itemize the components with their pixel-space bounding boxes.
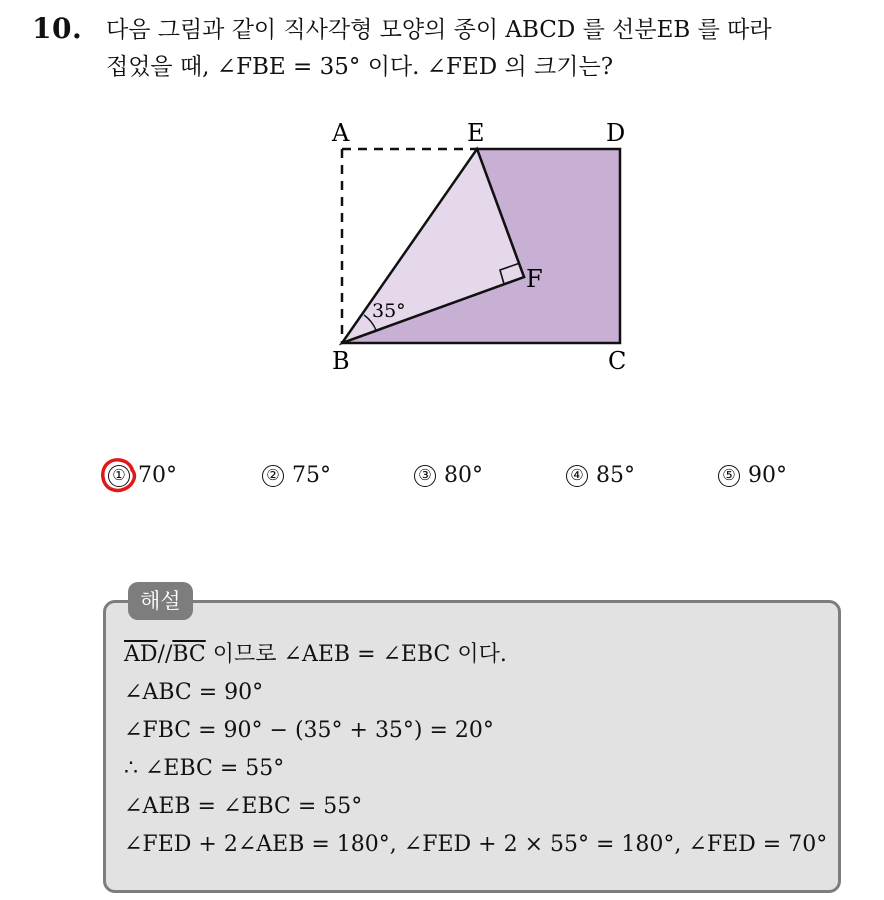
solution-line-1 xyxy=(124,636,827,674)
label-a: A xyxy=(332,119,350,147)
label-c: C xyxy=(608,347,627,375)
question-line-1: 다음 그림과 같이 직사각형 모양의 종이 ABCD 를 선분EB 를 따라 xyxy=(106,17,772,43)
label-d: D xyxy=(606,119,626,147)
choice-text: 90° xyxy=(748,463,787,488)
choice-text: 75° xyxy=(292,463,331,488)
choice-text: 85° xyxy=(596,463,635,488)
solution-line-5: ∠AEB = ∠EBC = 55° xyxy=(124,794,363,819)
choice-number: ① xyxy=(108,465,130,487)
choice-text: 70° xyxy=(138,463,177,488)
answer-choices xyxy=(108,463,828,503)
angle-label: 35° xyxy=(372,300,406,322)
question-number: 10. xyxy=(32,12,83,45)
segment-bc: $\overline{BC}$ xyxy=(172,642,206,667)
selected-answer-mark-icon xyxy=(98,453,142,497)
choice-number: ⑤ xyxy=(718,465,740,487)
label-b: B xyxy=(332,347,350,375)
label-f: F xyxy=(526,265,543,293)
choice-text: 80° xyxy=(444,463,483,488)
parallel-sign: // xyxy=(157,642,173,667)
choice-2[interactable] xyxy=(262,463,331,488)
solution-line-2: ∠ABC = 90° xyxy=(124,680,264,705)
choice-number: ③ xyxy=(414,465,436,487)
solution-line-6: ∠FED + 2∠AEB = 180°, ∠FED + 2 × 55° = 180°, ∠FED = 70° xyxy=(124,832,828,857)
question-text xyxy=(106,12,866,86)
choice-4[interactable] xyxy=(566,463,635,488)
choice-number: ② xyxy=(262,465,284,487)
choice-5[interactable] xyxy=(718,463,787,488)
solution-title: 해설 xyxy=(128,582,193,620)
choice-3[interactable] xyxy=(414,463,483,488)
choice-number: ④ xyxy=(566,465,588,487)
solution-line-4: ∴ ∠EBC = 55° xyxy=(124,756,285,781)
segment-ad: $\overline{AD}$ xyxy=(124,642,158,667)
solution-line-3: ∠FBC = 90° − (35° + 35°) = 20° xyxy=(124,718,494,743)
question-line-2: 접었을 때, ∠FBE = 35° 이다. ∠FED 의 크기는? xyxy=(106,54,614,80)
solution-line-1-rest: 이므로 ∠AEB = ∠EBC 이다. xyxy=(205,642,507,667)
solution-text xyxy=(124,636,827,864)
folded-rectangle-figure xyxy=(300,105,650,385)
label-e: E xyxy=(467,119,485,147)
choice-1[interactable] xyxy=(108,463,177,488)
